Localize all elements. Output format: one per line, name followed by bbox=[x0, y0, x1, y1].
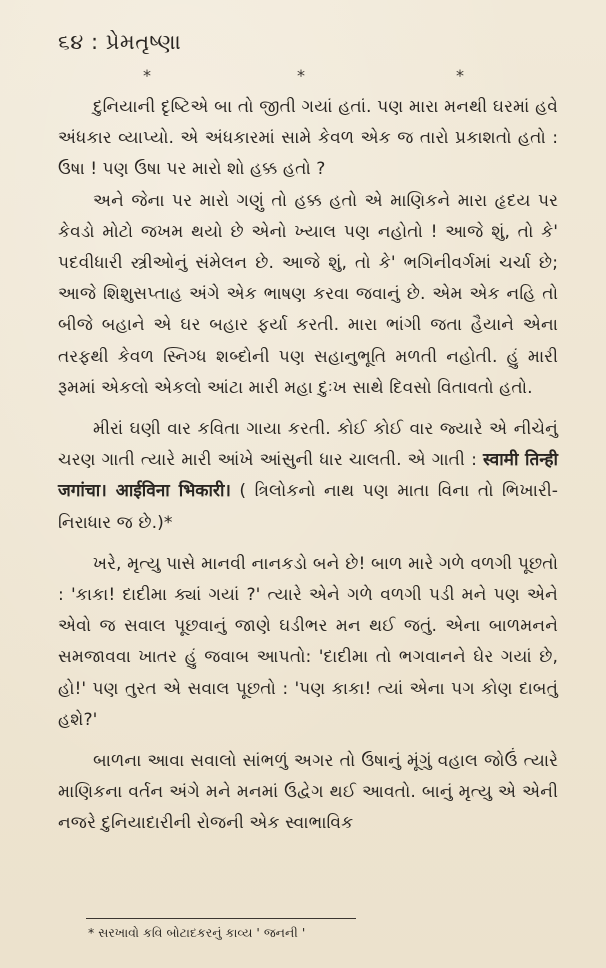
section-divider bbox=[0, 66, 606, 86]
footnote: * સરખાવો કવિ બોટાદકરનું કાવ્ય ' જનની ' bbox=[88, 925, 306, 940]
page-number: ૬૪ bbox=[58, 30, 84, 54]
running-header bbox=[58, 30, 181, 55]
poem-paragraph bbox=[58, 414, 558, 539]
divider-star: * bbox=[456, 66, 464, 85]
paragraph: બાળના આવા સવાલો સાંભળું અગર તો ઉષાનું મૂંગું વહાલ જોઉં ત્યારે માણિકના વર્તન અંગે મને મનમાં ઉદ્વેગ થઈ આવતો. બાનું મૃત્યુ એ એની નજરે દુનિયાદારીની રોજની એક સ્વાભાવિક bbox=[58, 751, 558, 834]
paragraph: ખરે, મૃત્યુ પાસે માનવી નાનકડો બને છે! બાળ મારે ગળે વળગી પૂછતો : 'કાકા! દાદીમા ક્યાં ગયાં ?' ત્યારે એને ગળે વળગી પડી મને પણ એને એવો જ સવાલ પૂછવાનું જાણે ઘડીભર મન થઈ જતું. એના બાળમનને સમજાવવા ખાતર હું જવાબ આપતો: 'દાદીમા તો ભગવાનને ઘેર ગયાં છે, હો!' પણ તુરત એ સવાલ પૂછતો : 'પણ કાકા! ત્યાં એના પગ કોણ દાબતું હશે?' bbox=[58, 553, 558, 730]
footnote-rule bbox=[86, 918, 356, 919]
paragraph: અને જેના પર મારો ગણું તો હક્ક હતો એ માણિકને મારા હૃદય પર કેવડો મોટો જખમ થયો છે એનો ખ્યાલ પણ નહોતો ! આજે શું, તો કે' પદવીધારી સ્ત્રીઓનું સંમેલન છે. આજે શું, તો કે' ભગિનીવર્ગમાં ચર્ચા છે; આજે શિશુસપ્તાહ અંગે એક ભાષણ કરવા જવાનું છે. એમ એક નહિ તો બીજે બહાને એ ઘર બહાર ફર્યા કરતી. મારા ભાંગી જતા હૈયાને એના તરફથી કેવળ સ્નિગ્ધ શબ્દોની પણ સહાનુભૂતિ મળતી નહોતી. હું મારી રૂમમાં એકલો એકલો આંટા મારી મહા દુઃખ સાથે દિવસો વિતાવતો હતો. bbox=[58, 190, 558, 398]
divider-star: * bbox=[143, 66, 151, 85]
header-separator: : bbox=[90, 30, 99, 54]
verse-translation: ( ત્રિલોકનો નાથ પણ માતા વિના તો ભિખારી-નિરાધાર જ છે.)* bbox=[58, 481, 558, 533]
hindi-verse: स्वामी तिन्ही जगांचा। आईविना भिकारी। bbox=[58, 450, 558, 502]
divider-star: * bbox=[297, 66, 305, 85]
body-text bbox=[58, 92, 558, 840]
paragraph: દુનિયાની દૃષ્ટિએ બા તો જીતી ગયાં હતાં. પણ મારા મનથી ઘરમાં હવે અંધકાર વ્યાપ્યો. એ અંધકારમાં સામે કેવળ એક જ તારો પ્રકાશતો હતો : ઉષા ! પણ ઉષા પર મારો શો હક્ક હતો ? bbox=[58, 97, 558, 180]
poem-intro: મીરાં ઘણી વાર કવિતા ગાયા કરતી. કોઈ કોઈ વાર જ્યારે એ નીચેનું ચરણ ગાતી ત્યારે મારી આંખે આંસુની ધાર ચાલતી. એ ગાતી : bbox=[58, 419, 558, 471]
running-title: પ્રેમતૃષ્ણા bbox=[105, 30, 182, 54]
